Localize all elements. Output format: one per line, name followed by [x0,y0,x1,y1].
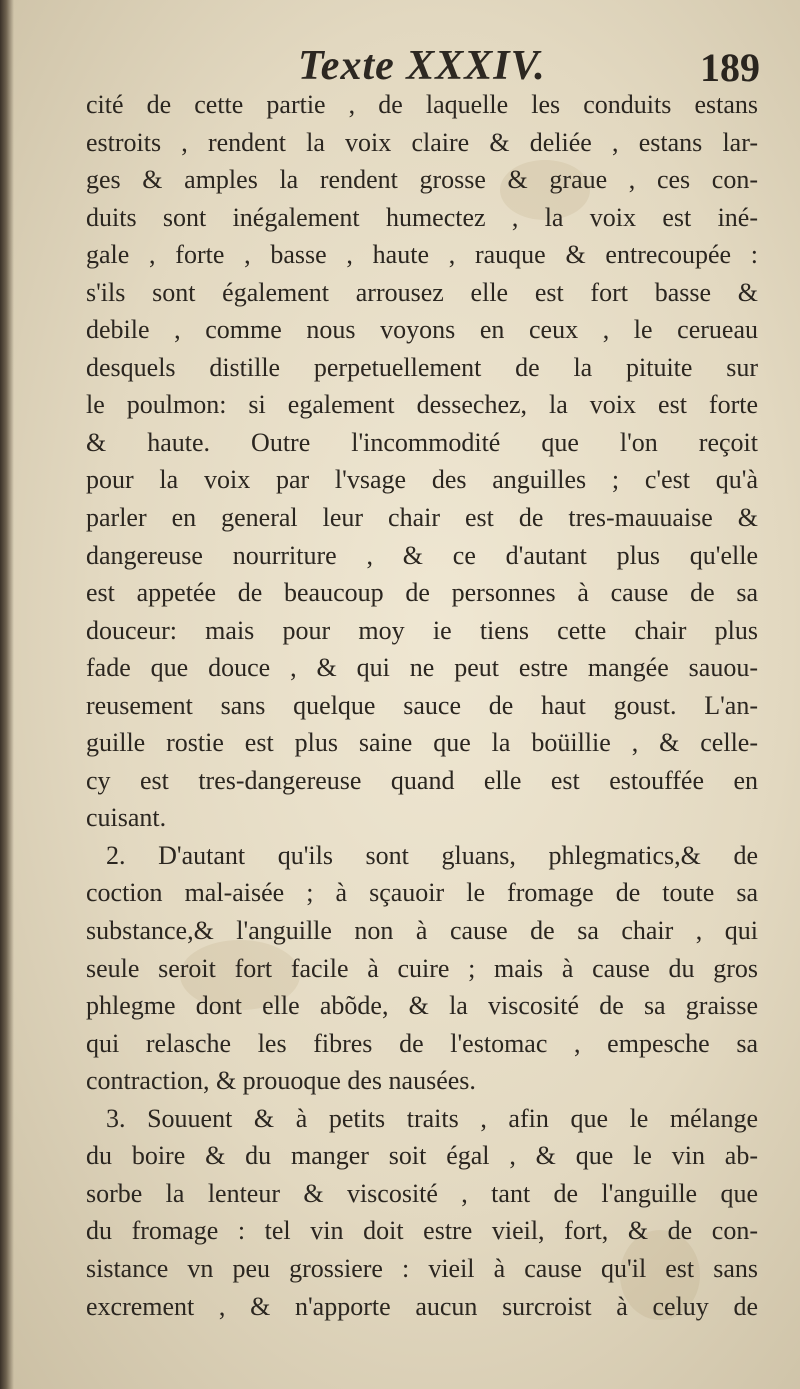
text-line: parler en general leur chair est de tres-mauuaise & [86,503,758,533]
text-line: estroits , rendent la voix claire & deliée , estans lar- [86,127,758,157]
text-line: debile , comme nous voyons en ceux , le cerueau [86,315,758,345]
text-line: desquels distille perpetuellement de la pituite sur [86,352,758,382]
text-line: coction mal-aisée ; à sçauoir le fromage de toute sa [86,878,758,908]
text-line: substance,& l'anguille non à cause de sa chair , qui [86,916,758,946]
text-line: dangereuse nourriture , & ce d'autant plus qu'elle [86,540,758,570]
binding-edge [0,0,14,1389]
text-line: sorbe la lenteur & viscosité , tant de l'anguille que [86,1178,758,1208]
page-number: 189 [700,45,760,90]
text-line: sistance vn peu grossiere : vieil à cause qu'il est sans [86,1253,758,1283]
body-text [86,86,758,1325]
text-line: duits sont inégalement humectez , la voix est iné- [86,202,758,232]
text-line: est appetée de beaucoup de personnes à cause de sa [86,578,758,608]
text-line: cuisant. [86,803,167,833]
text-line: ges & amples la rendent grosse & graue , ces con- [86,165,758,195]
text-line: le poulmon: si egalement dessechez, la voix est forte [86,390,758,420]
text-line: 2. D'autant qu'ils sont gluans, phlegmatics,& de [106,840,758,870]
text-line: contraction, & prouoque des nausées. [86,1066,476,1096]
text-line: pour la voix par l'vsage des anguilles ; c'est qu'à [86,465,758,495]
text-line: s'ils sont également arrousez elle est fort basse & [86,277,758,307]
running-title: Texte XXXIV. [298,43,546,89]
text-line: gale , forte , basse , haute , rauque & entrecoupée : [86,240,758,270]
text-line: 3. Souuent & à petits traits , afin que le mélange [106,1103,758,1133]
text-line: reusement sans quelque sauce de haut goust. L'an- [86,690,758,720]
text-line: du fromage : tel vin doit estre vieil, fort, & de con- [86,1216,758,1246]
text-line: cy est tres-dangereuse quand elle est estouffée en [86,765,758,795]
text-line: seule seroit fort facile à cuire ; mais à cause du gros [86,953,758,983]
text-line: excrement , & n'apporte aucun surcroist à celuy de [86,1291,758,1321]
text-line: fade que douce , & qui ne peut estre mangée sauou- [86,653,758,683]
text-line: qui relasche les fibres de l'estomac , empesche sa [86,1028,758,1058]
text-line: & haute. Outre l'incommodité que l'on reçoit [86,427,758,457]
text-line: cité de cette partie , de laquelle les conduits estans [86,90,758,119]
text-line: guille rostie est plus saine que la boüillie , & celle- [86,728,758,758]
text-line: phlegme dont elle abõde, & la viscosité de sa graisse [86,991,758,1021]
text-line: du boire & du manger soit égal , & que le vin ab- [86,1141,758,1171]
text-line: douceur: mais pour moy ie tiens cette chair plus [86,615,758,645]
